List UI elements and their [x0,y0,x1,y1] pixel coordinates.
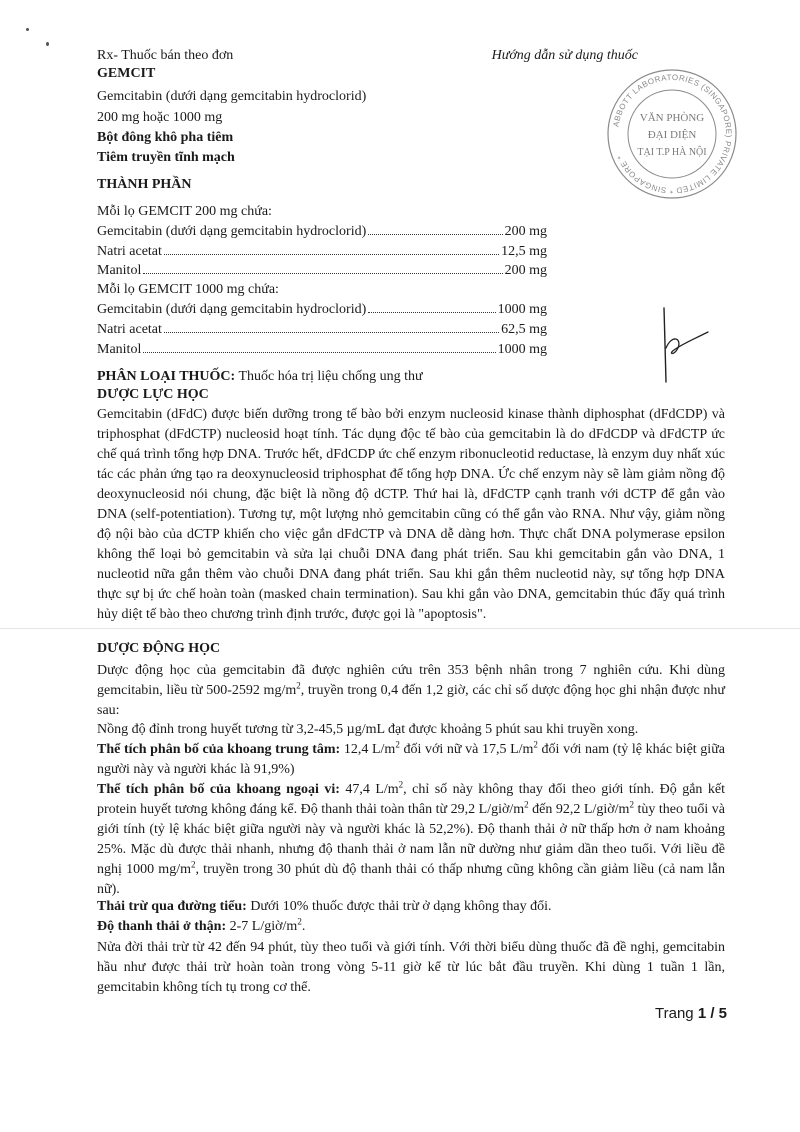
peripheral-e: , truyền trong 30 phút dù độ thanh thải có thấp nhưng cũng không cần giảm liều (cả nam lẫn nữ). [97,862,725,897]
urine-text: Dưới 10% thuốc được thải trừ ở dạng không thay đổi. [246,899,552,914]
peripheral-c: đến 92,2 L/giờ/m [528,802,630,817]
peripheral-a: 47,4 L/m [339,782,399,797]
peripheral-label: Thể tích phân bố của khoang ngoại vi: [97,782,340,797]
composition-row [97,302,547,318]
product-route: Tiêm truyền tĩnh mạch [97,150,235,165]
classification-text: Thuốc hóa trị liệu chống ung thư [235,369,423,384]
superscript: 2 [533,739,538,750]
renal-label: Độ thanh thải ở thận: [97,919,227,934]
pk-central [97,740,725,780]
composition-group1-title: Mỗi lọ GEMCIT 200 mg chứa: [97,204,272,219]
product-name: GEMCIT [97,66,156,81]
ingredient-name: Manitol [97,263,142,278]
ingredient-amount: 1000 mg [497,302,547,317]
classification [97,369,423,385]
product-ingredient: Gemcitabin (dưới dạng gemcitabin hydroclorid) [97,89,367,104]
ingredient-name: Natri acetat [97,244,162,259]
superscript: 2 [190,859,196,870]
composition-group2-title: Mỗi lọ GEMCIT 1000 mg chứa: [97,282,279,297]
superscript: 2 [296,680,301,691]
stamp-ring-textpath: ABBOTT LABORATORIES (SINGAPORE) PRIVATE LIMITED * SINGAPORE * [611,72,734,196]
ingredient-name: Natri acetat [97,322,162,337]
pharmacodynamics-heading: DƯỢC LỰC HỌC [97,387,209,402]
scan-fold-line [0,628,800,629]
pk-intro [97,661,725,721]
renal-text: 2-7 L/giờ/m [226,919,298,934]
pharmacokinetics-heading: DƯỢC ĐỘNG HỌC [97,641,221,656]
stamp-line1: VĂN PHÒNG [639,112,705,124]
pk-intro-a: Dược động học của gemcitabin đã được nghiên cứu trên 353 bệnh nhân trong 7 nghiên cứu. Khi dùng gemcitabin, liều từ 500-2592 mg/m [97,663,725,698]
page-number [655,1005,727,1022]
superscript: 2 [629,799,634,810]
composition-row [97,224,547,240]
ingredient-amount: 200 mg [504,263,547,278]
scan-speck [46,42,49,46]
company-stamp [604,66,740,202]
composition-row [97,322,547,338]
ingredient-name: Manitol [97,342,142,357]
superscript: 2 [395,739,400,750]
urine-label: Thải trừ qua đường tiểu: [97,899,247,914]
ingredient-amount: 200 mg [504,224,547,239]
ingredient-amount: 62,5 mg [501,322,547,337]
ingredient-amount: 1000 mg [497,342,547,357]
stamp-line2: ĐẠI DIỆN [647,129,697,141]
scan-speck [26,28,29,31]
composition-row [97,342,547,358]
page-prefix: Trang [655,1005,698,1022]
central-c: đối với nam (tỷ lệ khác biệt giữa người này và người khác là 91,9%) [97,742,725,777]
classification-label: PHÂN LOẠI THUỐC: [97,369,236,384]
composition-row [97,244,547,260]
pk-peak: Nồng độ đỉnh trong huyết tương từ 3,2-45,5 µg/mL đạt được khoảng 5 phút sau khi truyền xong. [97,722,639,737]
composition-heading: THÀNH PHẦN [97,177,192,192]
superscript: 2 [398,779,404,790]
pk-intro-b: , truyền trong 0,4 đến 1,2 giờ, các chỉ số dược động học ghi nhận được như sau: [97,683,725,718]
rx-label: Rx- Thuốc bán theo đơn [97,48,234,63]
peripheral-b: , chỉ số này không thay đổi theo giới tính. Độ gắn kết protein huyết tương không đáng kể. Độ thanh thải toàn thân từ 29,2 L/giờ/m [97,782,725,817]
pk-renal [97,917,725,937]
central-b: đối với nữ và 17,5 L/m [399,742,534,757]
ingredient-name: Gemcitabin (dưới dạng gemcitabin hydroclorid) [97,224,367,239]
pharmacodynamics-text: Gemcitabin (dFdC) được biến dưỡng trong tế bào bởi enzym nucleosid kinase thành diphosphat (dFdCDP) và triphosphat (dFdCTP) nucleosid hoạt tính. Tác dụng độc tế bào của gemcitabin là do dFdCDP và dFdCTP ức chế quá trình tổng hợp DNA. Trước hết, dFdCDP ức chế enzym ribonucleotid reductase, là enzym duy nhất xúc tác các phản ứng tạo ra deoxynucleosid triphosphat để tổng hợp DNA. Ức chế enzym này sẽ làm giảm nồng độ deoxynucleosid nói chung, đặc biệt là nồng độ dCTP. Thứ hai là, dFdCTP cạnh tranh với dCTP để gắn vào DNA (self-potentiation). Tương tự, một lượng nhỏ gemcitabin cũng có thể gắn vào RNA. Như vậy, giảm nồng độ nội bào của dCTP khiến cho việc gắn dFdCTP và DNA dễ dàng hơn. Thực chất DNA polymerase epsilon không thể loại bỏ gemcitabin và sửa lại chuỗi DNA đang phát triển. Sau khi gemcitabin gắn vào DNA, 1 nucleotid nữa gắn thêm vào chuỗi DNA đang phát triển. Sau khi gắn thêm nucleotid này, sự tổng hợp DNA thực sự bị ức chế hoàn toàn (masked chain termination). Sau khi gắn vào DNA, gemcitabin thúc đẩy quá trình hủy diệt tế bào theo chương trình định trước, được gọi là "apoptosis". [97,407,725,622]
central-a: 12,4 L/m [340,742,396,757]
peripheral-d: tùy theo tuổi và giới tính (tỷ lệ khác biệt giữa người này và người khác là 52,2%). Độ thanh thải ở nữ thấp hơn ở nam khoảng 25%. Mặc dù được thải nhanh, nhưng độ thanh thải ở nam lẫn nữ dường như giảm dần theo tuổi. Với liều đề nghị 1000 mg/m [97,802,725,877]
composition-row [97,263,547,279]
pk-peripheral [97,780,725,900]
stamp-line3: TẠI T.P HÀ NỘI [637,147,707,158]
superscript: 2 [524,799,529,810]
central-label: Thể tích phân bố của khoang trung tâm: [97,742,341,757]
ingredient-name: Gemcitabin (dưới dạng gemcitabin hydroclorid) [97,302,367,317]
product-form: Bột đông khô pha tiêm [97,130,234,145]
handwritten-signature [652,304,712,386]
renal-end: . [301,919,306,934]
ingredient-amount: 12,5 mg [501,244,547,259]
superscript: 2 [297,916,302,927]
page-value: 1 / 5 [697,1005,727,1022]
pk-urine [97,897,725,917]
pk-halflife: Nửa đời thải trừ từ 42 đến 94 phút, tùy theo tuổi và giới tính. Với thời biểu dùng thuốc đã đề nghị, gemcitabin hầu như được thải trừ hoàn toàn trong vòng 5-11 giờ kể từ lúc bắt đầu truyền. Khi dùng 1 tuần 1 lần, gemcitabin không tích tụ trong cơ thể. [97,940,725,995]
product-strength: 200 mg hoặc 1000 mg [97,110,223,125]
guide-label: Hướng dẫn sử dụng thuốc [491,48,638,63]
